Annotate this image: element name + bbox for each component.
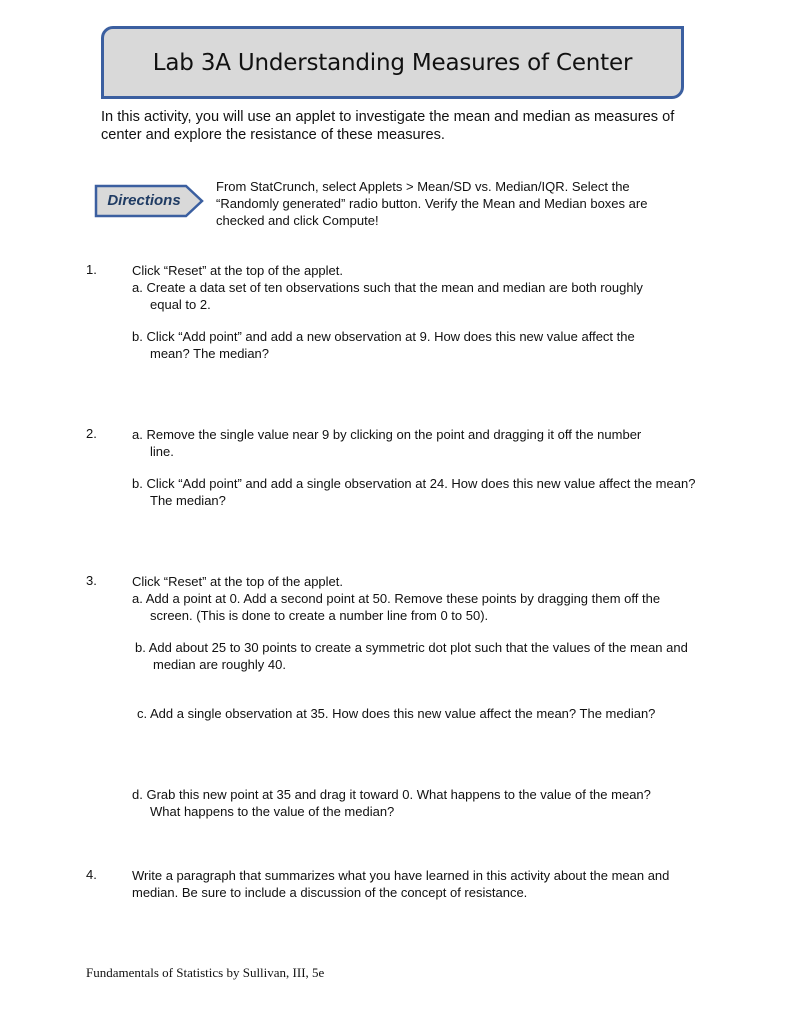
question-3a: a. Add a point at 0. Add a second point at 50. Remove these points by dragging them off the screen. (This is done to create a number line from 0 to 50). <box>132 591 661 623</box>
question-3-number: 3. <box>86 573 97 588</box>
question-3b: b. Add about 25 to 30 points to create a symmetric dot plot such that the values of the mean and median are roughly 40. <box>135 640 688 672</box>
question-1-intro: Click “Reset” at the top of the applet. <box>132 263 343 278</box>
footer-citation: Fundamentals of Statistics by Sullivan, III, 5e <box>86 965 325 980</box>
title-banner <box>101 26 684 99</box>
question-3c: c. Add a single observation at 35. How does this new value affect the mean? The median? <box>137 706 656 721</box>
question-1b: b. Click “Add point” and add a new observation at 9. How does this new value affect the mean? The median? <box>132 329 635 361</box>
question-4: Write a paragraph that summarizes what you have learned in this activity about the mean and median. Be sure to include a discussion of the concept of resistance. <box>132 868 670 900</box>
question-2a: a. Remove the single value near 9 by clicking on the point and dragging it off the number line. <box>132 427 642 459</box>
question-1-number: 1. <box>86 262 97 277</box>
directions-badge <box>94 184 206 218</box>
directions-text: From StatCrunch, select Applets > Mean/SD vs. Median/IQR. Select the “Randomly generated” radio button. Verify the Mean and Median boxes are checked and click Compute! <box>216 179 648 228</box>
question-1a: a. Create a data set of ten observations such that the mean and median are both roughly equal to 2. <box>132 280 643 312</box>
question-4-number: 4. <box>86 867 97 882</box>
question-2-number: 2. <box>86 426 97 441</box>
page-title: Lab 3A Understanding Measures of Center <box>152 49 633 76</box>
question-2b: b. Click “Add point” and add a single observation at 24. How does this new value affect the mean? The median? <box>132 476 696 508</box>
question-3-intro: Click “Reset” at the top of the applet. <box>132 574 343 589</box>
directions-label: Directions <box>107 192 181 209</box>
question-3d: d. Grab this new point at 35 and drag it toward 0. What happens to the value of the mean? What happens to the value of the median? <box>132 787 651 819</box>
intro-paragraph: In this activity, you will use an applet to investigate the mean and median as measures of center and explore the resistance of these measures. <box>101 109 675 143</box>
